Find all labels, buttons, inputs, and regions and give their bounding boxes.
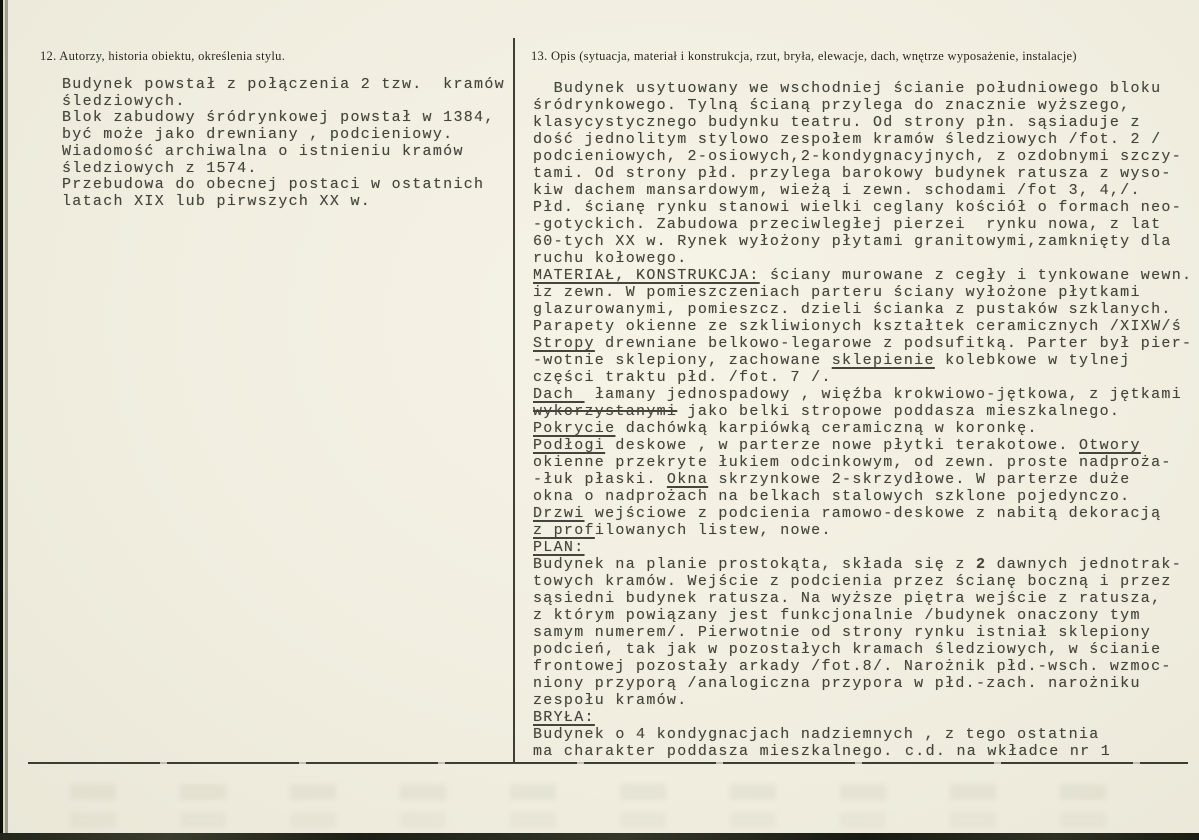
typed-line: glazurowanymi, pomieszcz. dzieli ścianka z pustaków szklanych. (533, 301, 1172, 318)
typed-line: sąsiedni budynek ratusza. Na wyższe piętra wejście z ratusza, (533, 590, 1162, 607)
typed-line: podcień, tak jak w pozostałych kramach śledziowych, w ścianie (533, 641, 1162, 658)
typed-line: -wotnie sklepiony, zachowane sklepienie kolebkowe w tylnej (533, 352, 1131, 369)
typed-line: Przebudowa do obecnej postaci w ostatnich (62, 176, 485, 194)
typed-line: Płd. ścianę rynku stanowi wielki ceglany kościół o formach neo- (533, 199, 1182, 216)
typed-line: Parapety okienne ze szkliwionych kształtek ceramicznych /XIXW/ś (533, 318, 1182, 335)
typed-line: śródrynkowego. Tylną ścianą przylega do znacznie wyższego, (533, 97, 1131, 114)
typed-line: części traktu płd. /fot. 7 /. (533, 369, 832, 386)
typed-line: niony przyporą /analogiczna przypora w płd.-zach. narożniku (533, 675, 1141, 692)
section-13-typed-text (533, 80, 1192, 760)
typed-line: BRYŁA: (533, 709, 595, 726)
typed-line: MATERIAŁ, KONSTRUKCJA: ściany murowane z cegły i tynkowane wewn. (533, 267, 1193, 284)
typed-line: śledziowych. (62, 92, 186, 110)
typed-line: Stropy drewniane belkowo-legarowe z podsufitką. Parter był pier- (533, 335, 1193, 352)
section-13-heading: 13. Opis (sytuacja, materiał i konstrukcja, rzut, bryła, elewacje, dach, wnętrze wyposażenie, instalacje) (531, 49, 1077, 63)
typed-line: PLAN: (533, 539, 585, 556)
typed-line: okna o nadprożach na belkach stalowych szklone pojedynczo. (533, 488, 1131, 505)
typed-line: Dach łamany jednospadowy , więźba krokwiowo-jętkowa, z jętkami (533, 386, 1182, 403)
column-divider-line (513, 38, 515, 762)
typed-line: klasycystycznego budynku teatru. Od strony płn. sąsiaduje z (533, 114, 1141, 131)
typed-line: okienne przekryte łukiem odcinkowym, od zewn. proste nadproża- (533, 454, 1172, 471)
section-12-typed-text (62, 77, 505, 211)
ink-showthrough-smudge (70, 784, 1150, 800)
typed-line: z którym powiązany jest funkcjonalnie /budynek onaczony tym (533, 607, 1141, 624)
typed-line: być może jako drewniany , podcieniowy. (62, 126, 454, 144)
typed-line: Podłogi deskowe , w parterze nowe płytki terakotowe. Otwory (533, 437, 1141, 454)
typed-line: Budynek na planie prostokąta, składa się z 2 dawnych jednotrak- (533, 556, 1183, 573)
typed-line: z profilowanych listew, nowe. (533, 522, 832, 539)
bottom-horizontal-rule (28, 762, 1188, 764)
typed-line: tami. Od strony płd. przylega barokowy budynek ratusza z wyso- (533, 165, 1172, 182)
typed-line: Drzwi wejściowe z podcienia ramowo-deskowe z nabitą dekoracją (533, 505, 1162, 522)
typed-line: wykorzystanymi jako belki stropowe poddasza mieszkalnego. (533, 403, 1121, 420)
ink-showthrough-smudge (70, 812, 1150, 828)
typed-line: podcieniowych, 2-osiowych,2-kondygnacyjnych, z ozdobnymi szczy- (533, 148, 1182, 165)
typed-line: śledziowych z 1574. (62, 159, 258, 177)
typed-line: towych kramów. Wejście z podcienia przez ścianę boczną i przez (533, 573, 1172, 590)
typed-line: latach XIX lub pirwszych XX w. (62, 192, 372, 210)
scan-bottom-edge (0, 833, 1199, 840)
typed-line: zespołu kramów. (533, 692, 688, 709)
typed-line: Budynek o 4 kondygnacjach nadziemnych , z tego ostatnia (533, 726, 1100, 743)
typed-line: ruchu kołowego. (533, 250, 688, 267)
typed-line: ma charakter poddasza mieszkalnego. (533, 743, 894, 760)
continuation-note: c.d. na wkładce nr 1 (905, 743, 1112, 760)
typed-line: Wiadomość archiwalna o istnieniu kramów (62, 142, 464, 160)
typed-line: dość jednolitym stylowo zespołem kramów śledziowych /fot. 2 / (533, 131, 1162, 148)
typed-line: -gotyckich. Zabudowa przeciwległej pierzei rynku nowa, z lat (533, 216, 1162, 233)
typed-line: Budynek powstał z połączenia 2 tzw. kramów (62, 76, 505, 93)
typed-line: samym numerem/. Pierwotnie od strony rynku istniał sklepiony (533, 624, 1152, 641)
section-12-heading: 12. Autorzy, historia obiektu, określenia stylu. (40, 49, 286, 63)
typed-line: Pokrycie dachówką karpiówką ceramiczną w koronkę. (533, 420, 1038, 437)
typed-line: -łuk płaski. Okna skrzynkowe 2-skrzydłowe. W parterze duże (533, 471, 1131, 488)
scan-left-edge-shadow (5, 0, 8, 840)
typed-line: Budynek usytuowany we wschodniej ścianie południowego bloku (533, 80, 1162, 97)
typed-line: kiw dachem mansardowym, wieżą i zewn. schodami /fot 3, 4,/. (533, 182, 1141, 199)
typed-line: 60-tych XX w. Rynek wyłożony płytami granitowymi,zamknięty dla (533, 233, 1172, 250)
typed-line: iz zewn. W pomieszczeniach parteru ściany wyłożone płytkami (533, 284, 1141, 301)
typed-line: frontowej pozostały arkady /fot.8/. Narożnik płd.-wsch. wzmoc- (533, 658, 1172, 675)
typed-line: Blok zabudowy śródrynkowej powstał w 1384, (62, 109, 495, 127)
